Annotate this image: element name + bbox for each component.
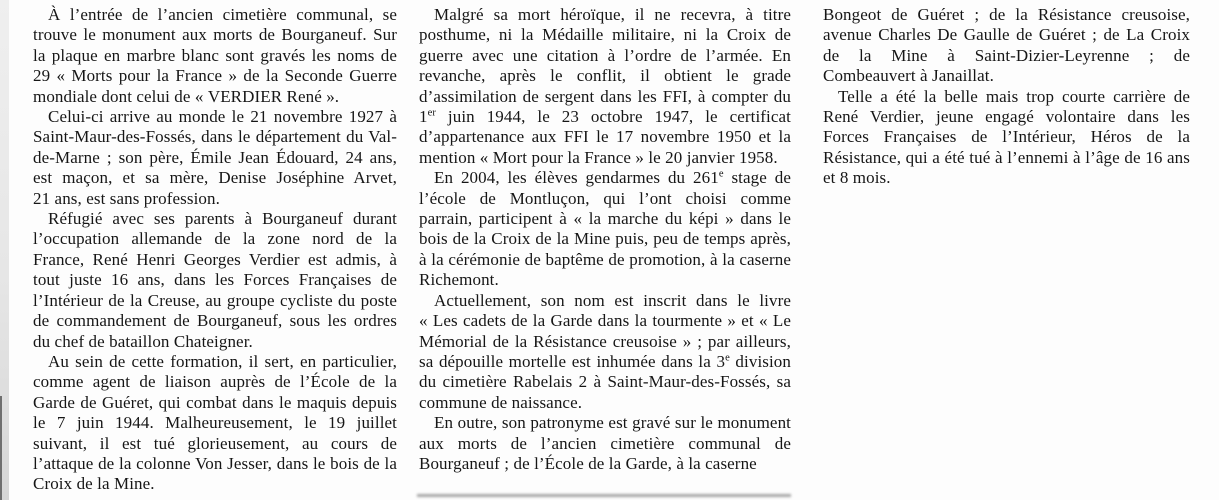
paragraph: Actuellement, son nom est inscrit dans le livre « Les cadets de la Garde dans la tourmente » et « Le Mémorial de la Résistance creusoise » ; par ailleurs, sa dépouille mortelle est inhumée dans la 3e division du cimetière Rabelais 2 à Saint-Maur-des-Fossés, sa commune de naissance. [419, 290, 792, 412]
paragraph: Telle a été la belle mais trop courte carrière de René Verdier, jeune engagé volontaire dans les Forces Françaises de l’Intérieur, Héros de la Résistance, qui a été tué à l’ennemi à l’âge de 16 ans et 8 mois. [823, 86, 1190, 188]
cutoff-text-artifact [417, 494, 791, 497]
paragraph: En outre, son patronyme est gravé sur le monument aux morts de l’ancien cimetière communal de Bourganeuf ; de l’École de la Garde, à la caserne [419, 413, 791, 473]
superscript: er [427, 107, 436, 119]
paragraph: Réfugié avec ses parents à Bourganeuf durant l’occupation allemande de la zone nord de la France, René Henri Georges Verdier est admis, à tout juste 16 ans, dans les Forces Françaises de l’Intérieur de la Creuse, au groupe cycliste du poste de commandement de Bourganeuf, sous les ordres du chef de bataillon Chateigner. [33, 209, 397, 351]
scan-edge-dark-line [0, 396, 2, 500]
paragraph: Celui-ci arrive au monde le 21 novembre 1927 à Saint-Maur-des-Fossés, dans le département du Val-de-Marne ; son père, Émile Jean Édouard, 24 ans, est maçon, et sa mère, Denise Joséphine Arvet, 21 ans, est sans profession. [33, 107, 397, 208]
paragraph: Au sein de cette formation, il sert, en particulier, comme agent de liaison auprès de l’École de la Garde de Guéret, qui combat dans le maquis depuis le 7 juin 1944. Malheureusement, le 19 juillet suivant, il est tué glorieusement, au cours de l’attaque de la colonne Von Jesser, dans le bois de la Croix de la Mine. [33, 351, 397, 494]
paragraph: En 2004, les élèves gendarmes du 261e stage de l’école de Montluçon, qui l’ont choisi comme parrain, participent à « la marche du képi » dans le bois de la Croix de la Mine puis, peu de temps après, à la cérémonie de baptême de promotion, à la caserne Richemont. [419, 168, 791, 290]
text-column-1 [33, 5, 397, 495]
superscript: e [718, 168, 724, 180]
superscript: e [725, 352, 730, 364]
paragraph: À l’entrée de l’ancien cimetière communal, se trouve le monument aux morts de Bourganeuf. Sur la plaque en marbre blanc sont gravés les noms de 29 « Morts pour la France » de la Seconde Guerre mondiale dont celui de « VERDIER René ». [33, 5, 397, 106]
text-column-2 [419, 5, 791, 474]
text-column-3 [823, 5, 1190, 189]
paragraph: Bongeot de Guéret ; de la Résistance creusoise, avenue Charles De Gaulle de Guéret ; de La Croix de la Mine à Saint-Dizier-Leyrenne ; de Combeauvert à Janaillat. [823, 5, 1190, 86]
paragraph: Malgré sa mort héroïque, il ne recevra, à titre posthume, ni la Médaille militaire, ni la Croix de guerre avec une citation à l’ordre de l’armée. En revanche, après le conflit, il obtient le grade d’assimilation de sergent dans les FFI, à compter du 1er juin 1944, le 23 octobre 1947, le certificat d’appartenance aux FFI le 17 novembre 1950 et la mention « Mort pour la France » le 20 janvier 1958. [419, 5, 791, 167]
